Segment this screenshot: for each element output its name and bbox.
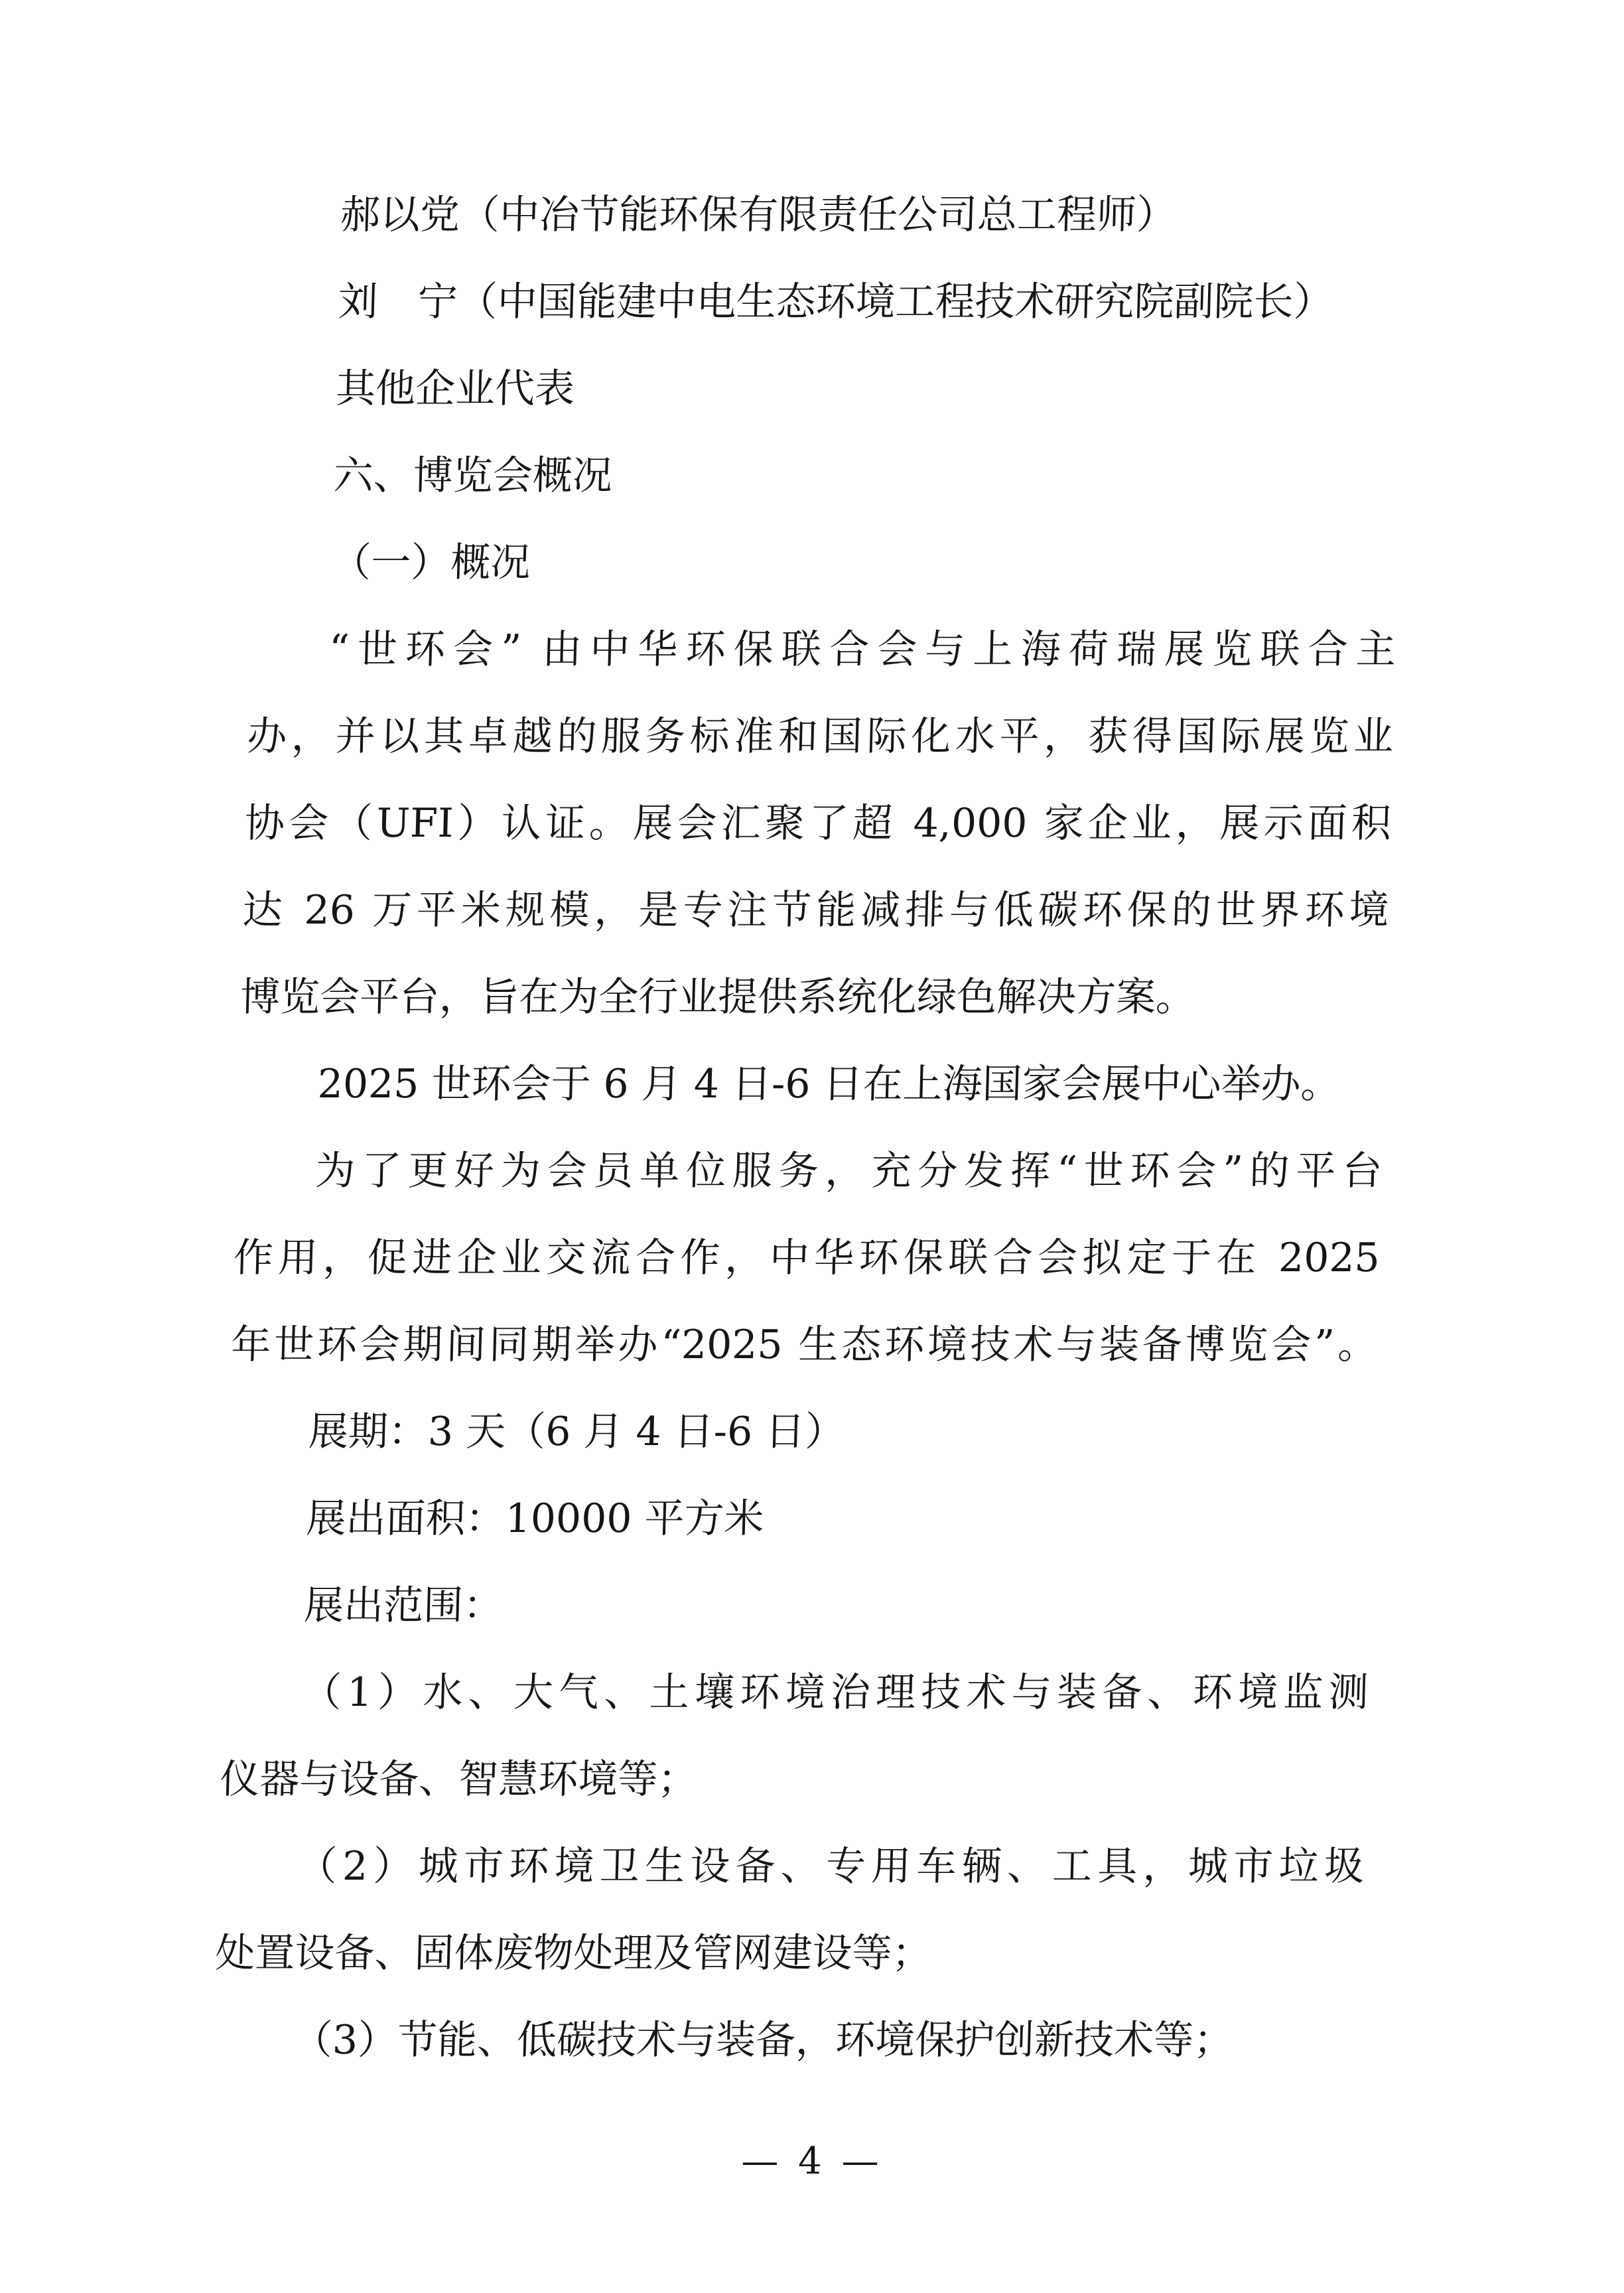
text-line: 六、博览会概况 <box>332 452 613 499</box>
text-line: 其他企业代表 <box>335 366 576 412</box>
document-content <box>212 172 1408 2084</box>
text-line: 处置设备、固体废物处理及管网建设等； <box>214 1930 933 1977</box>
text-line: （1）水、大气、土壤环境治理技术与装备、环境监测 <box>301 1669 1369 1716</box>
text-line: 年世环会期间同期举办“2025 生态环境技术与装备博览会”。 <box>230 1322 1379 1368</box>
text-line: 展期：3 天（6 月 4 日-6 日） <box>308 1409 846 1455</box>
text-line: 展出面积：10000 平方米 <box>305 1495 765 1542</box>
text-line: 郝以党（中冶节能环保有限责任公司总工程师） <box>340 192 1177 238</box>
text-line: 仪器与设备、智慧环境等； <box>219 1756 699 1803</box>
page-number: — 4 — <box>741 2140 883 2183</box>
text-line: （3）节能、低碳技术与装备，环境保护创新技术等； <box>292 2017 1235 2063</box>
text-line: 为了更好为会员单位服务，充分发挥“世环会”的平台 <box>314 1148 1383 1194</box>
text-line: “世环会” 由中华环保联合会与上海荷瑞展览联合主 <box>328 626 1396 673</box>
text-line: 达 26 万平米规模，是专注节能减排与低碳环保的世界环境 <box>241 887 1390 934</box>
text-line: 办，并以其卓越的服务标准和国际化水平，获得国际展览业 <box>246 713 1394 760</box>
text-line: （一）概况 <box>330 539 531 586</box>
text-line: （2）城市环境卫生设备、专用车辆、工具，城市垃圾 <box>296 1843 1365 1890</box>
text-line: 协会（UFI）认证。展会汇聚了超 4,000 家企业，展示面积 <box>244 800 1392 847</box>
text-line: 作用，促进企业交流合作，中华环保联合会拟定于在 2025 <box>232 1235 1381 1281</box>
text-line: 2025 世环会于 6 月 4 日-6 日在上海国家会展中心举办。 <box>316 1061 1341 1107</box>
text-line: 刘 宁（中国能建中电生态环境工程技术研究院副院长） <box>337 279 1334 325</box>
text-line: 博览会平台，旨在为全行业提供系统化绿色解决方案。 <box>239 974 1197 1020</box>
text-line: 展出范围： <box>303 1582 504 1629</box>
